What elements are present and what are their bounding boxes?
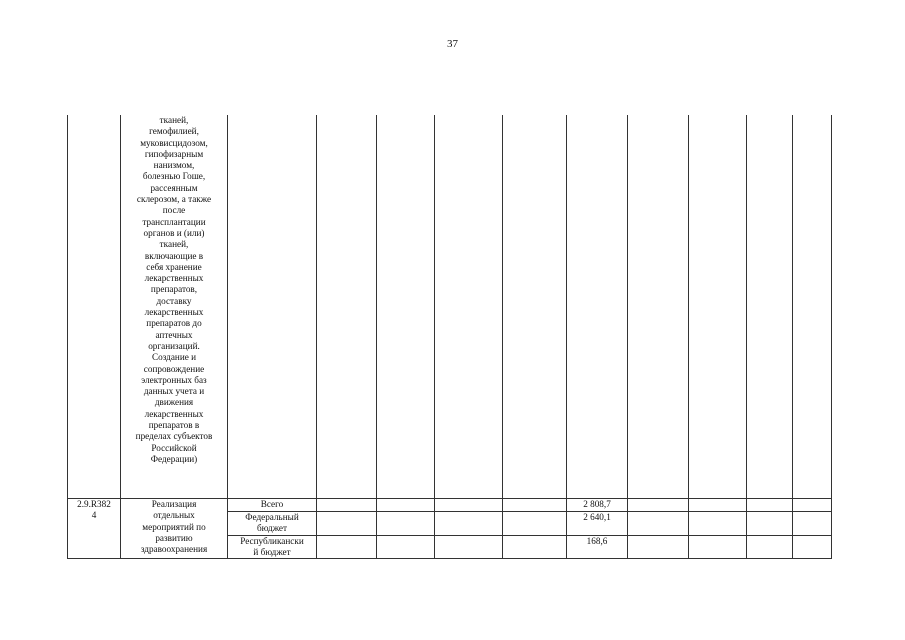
empty-cell: [435, 512, 503, 536]
empty-cell: [793, 512, 832, 536]
empty-cell: [377, 115, 435, 499]
source-cell: Всего: [228, 499, 317, 512]
table-row-continued: [68, 115, 832, 499]
empty-cell: [628, 499, 689, 512]
empty-cell: [747, 499, 793, 512]
empty-cell: [628, 535, 689, 559]
code-cell: [68, 115, 121, 499]
continued-description-cell: тканей, гемофилией, муковисцидозом, гипофизарным нанизмом, болезнью Гоше, рассеянным склерозом, а также после трансплантации органов и (или) тканей, включающие в себя хранение лекарственных препаратов, доставку лекарственных препаратов до аптечных организаций. Создание и сопровождение электронных баз данных учета и движения лекарственных препаратов в пределах субъектов Российской Федерации): [121, 115, 228, 499]
empty-cell: [793, 535, 832, 559]
empty-cell: [503, 115, 567, 499]
program-table: [67, 115, 832, 559]
item-name-cell: Реализация отдельных мероприятий по развитию здравоохранения: [121, 499, 228, 559]
empty-cell: [435, 499, 503, 512]
empty-cell: [317, 499, 377, 512]
empty-cell: [503, 512, 567, 536]
empty-cell: [435, 535, 503, 559]
empty-cell: [793, 115, 832, 499]
table-row-total: [68, 499, 832, 512]
empty-cell: [228, 115, 317, 499]
empty-cell: [377, 512, 435, 536]
empty-cell: [317, 115, 377, 499]
empty-cell: [747, 115, 793, 499]
empty-cell: [503, 499, 567, 512]
empty-cell: [317, 512, 377, 536]
empty-cell: [747, 512, 793, 536]
value-cell: 2 640,1: [567, 512, 628, 536]
empty-cell: [628, 512, 689, 536]
empty-cell: [689, 499, 747, 512]
empty-cell: [435, 115, 503, 499]
empty-cell: [689, 535, 747, 559]
empty-cell: [377, 535, 435, 559]
page-number: 37: [447, 38, 458, 50]
empty-cell: [377, 499, 435, 512]
empty-cell: [317, 535, 377, 559]
source-cell: Федеральный бюджет: [228, 512, 317, 536]
empty-cell: [567, 115, 628, 499]
value-cell: 168,6: [567, 535, 628, 559]
empty-cell: [747, 535, 793, 559]
empty-cell: [503, 535, 567, 559]
item-code-cell: 2.9.R382 4: [68, 499, 121, 559]
empty-cell: [689, 512, 747, 536]
source-cell: Республикански й бюджет: [228, 535, 317, 559]
empty-cell: [628, 115, 689, 499]
empty-cell: [689, 115, 747, 499]
value-cell: 2 808,7: [567, 499, 628, 512]
empty-cell: [793, 499, 832, 512]
